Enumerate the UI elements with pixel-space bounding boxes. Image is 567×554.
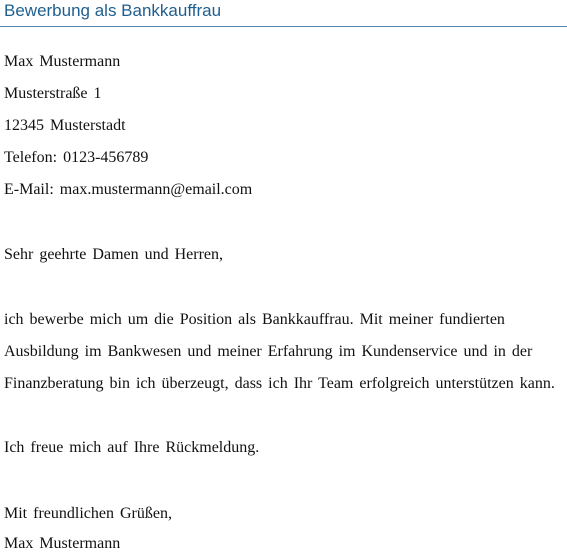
sender-email: E-Mail: max.mustermann@email.com xyxy=(4,181,253,198)
sender-street: Musterstraße 1 xyxy=(4,85,102,102)
signature-name: Max Mustermann xyxy=(4,535,121,552)
letter-regards: Mit freundlichen Grüßen, xyxy=(4,505,172,522)
sender-name: Max Mustermann xyxy=(4,53,121,70)
letter-body-line: ich bewerbe mich um die Position als Bankkauffrau. Mit meiner fundierten xyxy=(4,311,505,328)
sender-city: 12345 Musterstadt xyxy=(4,117,126,134)
letter-body-line: Ausbildung im Bankwesen und meiner Erfahrung im Kundenservice und in der xyxy=(4,343,533,360)
letter-closing: Ich freue mich auf Ihre Rückmeldung. xyxy=(4,439,260,456)
letter-body-line: Finanzberatung bin ich überzeugt, dass ich Ihr Team erfolgreich unterstützen kann. xyxy=(4,375,555,392)
sender-phone: Telefon: 0123-456789 xyxy=(4,149,149,166)
document-title: Bewerbung als Bankkauffrau xyxy=(4,1,222,20)
letter-greeting: Sehr geehrte Damen und Herren, xyxy=(4,246,224,263)
title-divider xyxy=(0,26,567,27)
